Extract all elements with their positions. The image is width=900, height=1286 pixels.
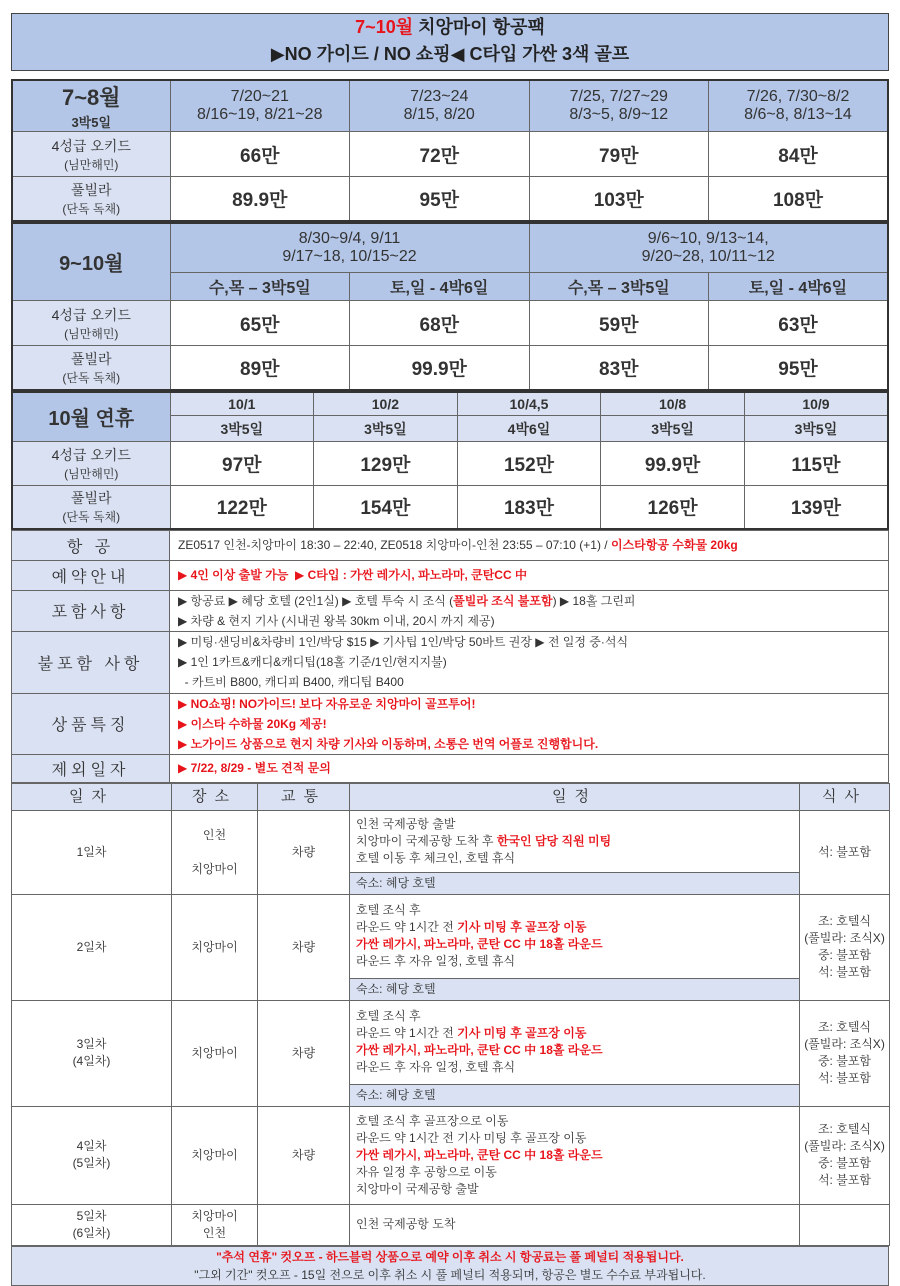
date-range-line: 8/6~8, 8/13~14 — [744, 106, 852, 123]
place-name: 인천 — [202, 827, 227, 842]
meals — [800, 1106, 890, 1204]
text-segment: 라운드 약 1시간 전 기사 미팅 후 골프장 이동 — [356, 1130, 587, 1145]
departure-date: 10/2 — [314, 392, 458, 416]
meal-line: 조: 호텔식 — [817, 914, 872, 928]
price-cell: 89만 — [170, 346, 350, 390]
text-segment: 호텔 이동 후 체크인, 호텔 휴식 — [356, 850, 516, 865]
title-segment: 7~10월 — [355, 17, 414, 37]
schedule — [350, 894, 800, 1000]
meal-line: 석: 불포함 — [817, 1173, 872, 1187]
schedule-wrap — [350, 811, 799, 894]
itinerary-day-row — [12, 1204, 890, 1245]
text-segment: ▶ 노가이드 상품으로 현지 차량 기사와 이동하며, 소통은 번역 어플로 진행합니다. — [178, 736, 599, 751]
day-label: 3일차 — [76, 1037, 107, 1051]
hotel-area: (단독 독채) — [62, 510, 121, 525]
activity-line — [356, 1025, 793, 1042]
season-label: 10월 연휴 — [12, 392, 170, 442]
activity-line — [356, 1113, 793, 1130]
lodging: 숙소: 혜당 호텔 — [350, 978, 799, 1000]
day-label: (4일차) — [72, 1054, 111, 1068]
season-label-cell — [12, 80, 170, 132]
info-line — [178, 734, 888, 754]
text-segment: 이스타항공 수화물 20kg — [610, 538, 738, 552]
hotel-area: (단독 독채) — [62, 201, 121, 216]
activity-line — [356, 1042, 793, 1059]
date-range-line: 8/3~5, 8/9~12 — [569, 106, 669, 123]
price-row — [12, 177, 888, 221]
info-row — [12, 693, 889, 754]
hotel-label — [12, 301, 170, 346]
meals — [800, 1000, 890, 1106]
price-cell: 89.9만 — [170, 177, 350, 221]
transport: 차량 — [258, 1000, 350, 1106]
schedule-wrap — [350, 895, 799, 1000]
meal-line: 조: 호텔식 — [817, 1122, 872, 1136]
info-line — [178, 694, 888, 714]
place-name — [172, 844, 257, 861]
price-and-info-tables — [11, 79, 889, 1286]
place-name: 인천 — [202, 1225, 227, 1240]
meal-line: (풀빌라: 조식X) — [804, 1139, 885, 1153]
itinerary-header: 일자 — [12, 783, 172, 810]
schedule-wrap — [350, 1205, 799, 1245]
place — [172, 810, 258, 894]
departure-date: 10/4,5 — [457, 392, 601, 416]
schedule — [350, 1106, 800, 1204]
date-range-header — [170, 80, 350, 132]
text-segment: 기사 미팅 후 골프장 이동 — [457, 920, 587, 934]
text-segment: ▶ 7/22, 8/29 - 별도 견적 문의 — [178, 761, 331, 775]
activity-line — [356, 919, 793, 936]
schedule — [350, 1204, 800, 1245]
stay-duration: 수,목 – 3박5일 — [170, 273, 350, 301]
activity-line — [356, 1147, 793, 1164]
transport: 차량 — [258, 810, 350, 894]
info-line — [178, 565, 888, 585]
info-line — [178, 758, 888, 778]
stay-duration: 3박5일 — [601, 416, 745, 442]
meals — [800, 1204, 890, 1245]
season-label: 9~10월 — [12, 223, 170, 301]
meal-line: 조: 호텔식 — [817, 1020, 872, 1034]
title-segment: 치앙마이 항공팩 — [413, 17, 545, 37]
date-range-line: 7/20~21 — [230, 88, 289, 105]
info-row — [12, 754, 889, 782]
text-segment: 가싼 레가시, 파노라마, 쿤탄 CC 中 18홀 라운드 — [356, 1147, 603, 1162]
info-content — [170, 530, 889, 560]
date-range-line: 8/16~19, 8/21~28 — [197, 106, 323, 123]
stay-duration: 3박5일 — [170, 416, 314, 442]
text-segment: 라운드 후 자유 일정, 호텔 휴식 — [356, 1060, 516, 1074]
text-segment: 한국인 담당 직원 미팅 — [496, 833, 612, 848]
info-content — [170, 754, 889, 782]
date-range-line: 9/17~18, 10/15~22 — [282, 247, 417, 265]
price-cell: 84만 — [709, 132, 889, 177]
transport: 차량 — [258, 894, 350, 1000]
info-content — [170, 590, 889, 631]
text-segment: 자유 일정 후 공항으로 이동 — [356, 1164, 497, 1179]
price-row — [12, 486, 888, 529]
price-cell: 108만 — [709, 177, 889, 221]
price-cell: 95만 — [709, 346, 889, 390]
price-cell: 115만 — [744, 442, 888, 486]
hotel-area: (님만해민) — [64, 157, 119, 172]
text-segment: ) ▶ 18홀 그린피 — [552, 593, 636, 608]
activity-line — [356, 902, 793, 919]
text-segment: ▶ NO쇼핑! NO가이드! 보다 자유로운 치앙마이 골프투어! — [178, 696, 476, 711]
hotel-name: 4성급 오키드 — [51, 306, 131, 323]
hotel-area: (님만해민) — [64, 326, 119, 341]
activities — [350, 1001, 799, 1084]
departure-date: 10/8 — [601, 392, 745, 416]
activity-line — [356, 1164, 793, 1181]
price-cell: 59만 — [529, 301, 709, 346]
activity-line — [356, 936, 793, 953]
price-cell: 95만 — [350, 177, 530, 221]
text-segment: 라운드 약 1시간 전 — [356, 1026, 458, 1040]
meal-line: (풀빌라: 조식X) — [804, 931, 885, 945]
activities — [350, 1107, 799, 1204]
activity-line — [356, 1181, 793, 1198]
date-range-header — [350, 80, 530, 132]
itinerary-header: 일정 — [350, 783, 800, 810]
info-label: 항 공 — [12, 530, 170, 560]
text-segment: 라운드 약 1시간 전 — [356, 920, 458, 934]
itinerary-day-row — [12, 1000, 890, 1106]
date-range-header — [170, 223, 529, 273]
text-segment: 라운드 후 자유 일정, 호텔 휴식 — [356, 954, 516, 968]
info-label: 제외일자 — [12, 754, 170, 782]
info-line — [178, 535, 888, 555]
lodging: 숙소: 혜당 호텔 — [350, 1084, 799, 1106]
place-name: 치앙마이 — [191, 1147, 238, 1162]
price-cell: 83만 — [529, 346, 709, 390]
price-cell: 126만 — [601, 486, 745, 529]
schedule — [350, 1000, 800, 1106]
price-cell: 97만 — [170, 442, 314, 486]
meals — [800, 810, 890, 894]
info-row — [12, 560, 889, 590]
hotel-label — [12, 346, 170, 390]
text-segment: 풀빌라 조식 불포함 — [453, 593, 553, 608]
place-name: 치앙마이 — [191, 1208, 238, 1223]
activity-line — [356, 1008, 793, 1025]
activity-line — [356, 1059, 793, 1076]
price-cell: 122만 — [170, 486, 314, 529]
text-segment: - 카트비 B800, 캐디피 B400, 캐디팁 B400 — [178, 675, 404, 689]
activity-line — [356, 953, 793, 970]
text-segment: 호텔 조식 후 — [356, 1009, 421, 1023]
price-cell: 72만 — [350, 132, 530, 177]
info-line — [178, 714, 888, 734]
title-line-2: ▶NO 가이드 / NO 쇼핑◀ C타입 가싼 3색 골프 — [270, 44, 630, 64]
hotel-label — [12, 486, 170, 529]
date-range-line: 7/23~24 — [410, 88, 469, 105]
info-label: 불포함 사항 — [12, 631, 170, 693]
activities — [350, 811, 799, 872]
info-line — [178, 672, 888, 692]
price-row — [12, 301, 888, 346]
stay-duration: 3박5일 — [744, 416, 888, 442]
activity-line — [356, 833, 793, 850]
lodging: 숙소: 혜당 호텔 — [350, 872, 799, 894]
hotel-label — [12, 177, 170, 221]
day-number — [12, 810, 172, 894]
price-cell: 154만 — [314, 486, 458, 529]
meal-line: 중: 불포함 — [817, 1156, 872, 1170]
text-segment: 기사 미팅 후 골프장 이동 — [457, 1026, 587, 1040]
price-cell: 152만 — [457, 442, 601, 486]
notice-holiday: "추석 연휴" 컷오프 - 하드블럭 상품으로 예약 이후 취소 시 항공료는 풀 페널티 적용됩니다. — [216, 1249, 684, 1264]
stay-duration: 수,목 – 3박5일 — [529, 273, 709, 301]
itinerary-header: 장소 — [172, 783, 258, 810]
hotel-label — [12, 132, 170, 177]
activity-line — [356, 1130, 793, 1147]
price-cell: 139만 — [744, 486, 888, 529]
meal-line: (풀빌라: 조식X) — [804, 1037, 885, 1051]
itinerary-header: 식사 — [800, 783, 890, 810]
schedule — [350, 810, 800, 894]
day-label: (5일차) — [72, 1156, 111, 1170]
date-range-line: 7/25, 7/27~29 — [569, 88, 668, 105]
price-cell: 66만 — [170, 132, 350, 177]
text-segment: 가싼 레가시, 파노라마, 쿤탄 CC 中 18홀 라운드 — [356, 1043, 603, 1057]
hotel-name: 풀빌라 — [70, 350, 112, 367]
info-table — [11, 530, 889, 783]
price-table-jul-aug — [11, 79, 889, 222]
price-row — [12, 132, 888, 177]
price-cell: 63만 — [709, 301, 889, 346]
day-number — [12, 1204, 172, 1245]
info-content — [170, 631, 889, 693]
text-segment: ▶ 차량 & 현지 기사 (시내권 왕복 30km 이내, 20시 까지 제공) — [178, 613, 495, 628]
place — [172, 1106, 258, 1204]
text-segment: 호텔 조식 후 — [356, 903, 421, 917]
departure-date: 10/1 — [170, 392, 314, 416]
transport: 차량 — [258, 1106, 350, 1204]
day-number — [12, 894, 172, 1000]
price-table-oct-holiday — [11, 391, 889, 530]
meal-line: 중: 불포함 — [817, 1054, 872, 1068]
info-line — [178, 611, 888, 631]
info-line — [178, 632, 888, 652]
place — [172, 894, 258, 1000]
hotel-name: 풀빌라 — [70, 490, 112, 507]
meal-line: 중: 불포함 — [817, 948, 872, 962]
place — [172, 1204, 258, 1245]
info-content — [170, 560, 889, 590]
price-row — [12, 442, 888, 486]
stay-duration: 토,일 - 4박6일 — [709, 273, 889, 301]
day-label: 4일차 — [76, 1139, 107, 1153]
text-segment: 치앙마이 국제공항 도착 후 — [356, 833, 497, 848]
itinerary-day-row — [12, 810, 890, 894]
text-segment: 인천 국제공항 출발 — [356, 816, 456, 831]
text-segment: ▶ 항공료 ▶ 혜당 호텔 (2인1실) ▶ 호텔 투숙 시 조식 ( — [178, 593, 454, 608]
meal-line: 석: 불포함 — [817, 844, 872, 859]
price-cell: 68만 — [350, 301, 530, 346]
day-label: 2일차 — [76, 939, 107, 954]
date-range-line: 8/15, 8/20 — [403, 106, 475, 123]
price-table-sep-oct — [11, 222, 889, 391]
day-number — [12, 1000, 172, 1106]
text-segment: 인천 국제공항 도착 — [356, 1217, 456, 1231]
date-range-line: 8/30~9/4, 9/11 — [298, 229, 401, 247]
text-segment: ▶ 미팅·샌딩비&차량비 1인/박당 $15 ▶ 기사팁 1인/박당 50바트 권장 ▶ 전 일정 중·석식 — [178, 635, 629, 649]
date-range-header — [529, 80, 709, 132]
price-cell: 65만 — [170, 301, 350, 346]
departure-date: 10/9 — [744, 392, 888, 416]
place-name: 치앙마이 — [191, 1045, 238, 1060]
text-segment: ▶ 4인 이상 출발 가능 ▶ C타입 : 가싼 레가시, 파노라마, 쿤탄CC 中 — [178, 568, 527, 582]
page-title — [11, 13, 889, 71]
date-range-line: 9/20~28, 10/11~12 — [641, 247, 775, 265]
info-content — [170, 693, 889, 754]
season-duration: 3박5일 — [71, 115, 112, 130]
stay-duration: 3박5일 — [314, 416, 458, 442]
hotel-label — [12, 442, 170, 486]
text-segment: ▶ 1인 1카트&캐디&캐디팁(18홀 기준/1인/현지지불) — [178, 655, 447, 669]
itinerary-header: 교통 — [258, 783, 350, 810]
info-line — [178, 591, 888, 611]
date-range-line: 9/6~10, 9/13~14, — [647, 229, 769, 247]
stay-duration: 4박6일 — [457, 416, 601, 442]
price-cell: 183만 — [457, 486, 601, 529]
meal-line: 석: 불포함 — [817, 1071, 872, 1085]
text-segment: ▶ 이스타 수하물 20Kg 제공! — [178, 716, 327, 731]
activity-line — [356, 816, 793, 833]
price-cell: 99.9만 — [350, 346, 530, 390]
price-cell: 129만 — [314, 442, 458, 486]
day-number — [12, 1106, 172, 1204]
place — [172, 1000, 258, 1106]
price-row — [12, 346, 888, 390]
text-segment: ZE0517 인천-치앙마이 18:30 – 22:40, ZE0518 치앙마이-인천 23:55 – 07:10 (+1) / — [178, 538, 611, 552]
day-label: (6일차) — [72, 1225, 111, 1240]
price-cell: 79만 — [529, 132, 709, 177]
hotel-name: 4성급 오키드 — [51, 137, 131, 154]
meal-line: 석: 불포함 — [817, 965, 872, 979]
itinerary-day-row — [12, 1106, 890, 1204]
hotel-area: (님만해민) — [64, 467, 119, 481]
day-label: 5일차 — [76, 1208, 107, 1223]
place-name: 치앙마이 — [191, 861, 238, 876]
schedule-wrap — [350, 1001, 799, 1106]
activities — [350, 1205, 799, 1245]
meals — [800, 894, 890, 1000]
info-label: 예약안내 — [12, 560, 170, 590]
stay-duration: 토,일 - 4박6일 — [350, 273, 530, 301]
price-cell: 103만 — [529, 177, 709, 221]
text-segment: 치앙마이 국제공항 출발 — [356, 1181, 479, 1196]
date-range-line: 7/26, 7/30~8/2 — [746, 88, 850, 105]
activities — [350, 895, 799, 978]
text-segment: 가싼 레가시, 파노라마, 쿤탄 CC 中 18홀 라운드 — [356, 937, 603, 951]
info-row — [12, 590, 889, 631]
date-range-header — [529, 223, 888, 273]
hotel-name: 풀빌라 — [70, 181, 112, 198]
info-label: 상품특징 — [12, 693, 170, 754]
itinerary-table — [11, 783, 890, 1246]
itinerary-day-row — [12, 894, 890, 1000]
hotel-area: (단독 독채) — [62, 370, 121, 385]
place-name: 치앙마이 — [191, 939, 238, 954]
transport — [258, 1204, 350, 1245]
title-line-1 — [12, 14, 888, 41]
info-row — [12, 530, 889, 560]
text-segment: 호텔 조식 후 골프장으로 이동 — [356, 1113, 509, 1128]
date-range-header — [709, 80, 889, 132]
price-cell: 99.9만 — [601, 442, 745, 486]
hotel-name: 4성급 오키드 — [51, 447, 131, 463]
activity-line — [356, 850, 793, 867]
info-row — [12, 631, 889, 693]
info-line — [178, 652, 888, 672]
season-label: 7~8월 — [61, 85, 121, 110]
day-label: 1일차 — [76, 844, 107, 859]
notice-other: "그외 기간" 컷오프 - 15일 전으로 이후 취소 시 풀 페널티 적용되며, 항공은 별도 수수료 부과됩니다. — [194, 1267, 706, 1282]
info-label: 포함사항 — [12, 590, 170, 631]
activity-line — [356, 1216, 793, 1233]
schedule-wrap — [350, 1107, 799, 1204]
